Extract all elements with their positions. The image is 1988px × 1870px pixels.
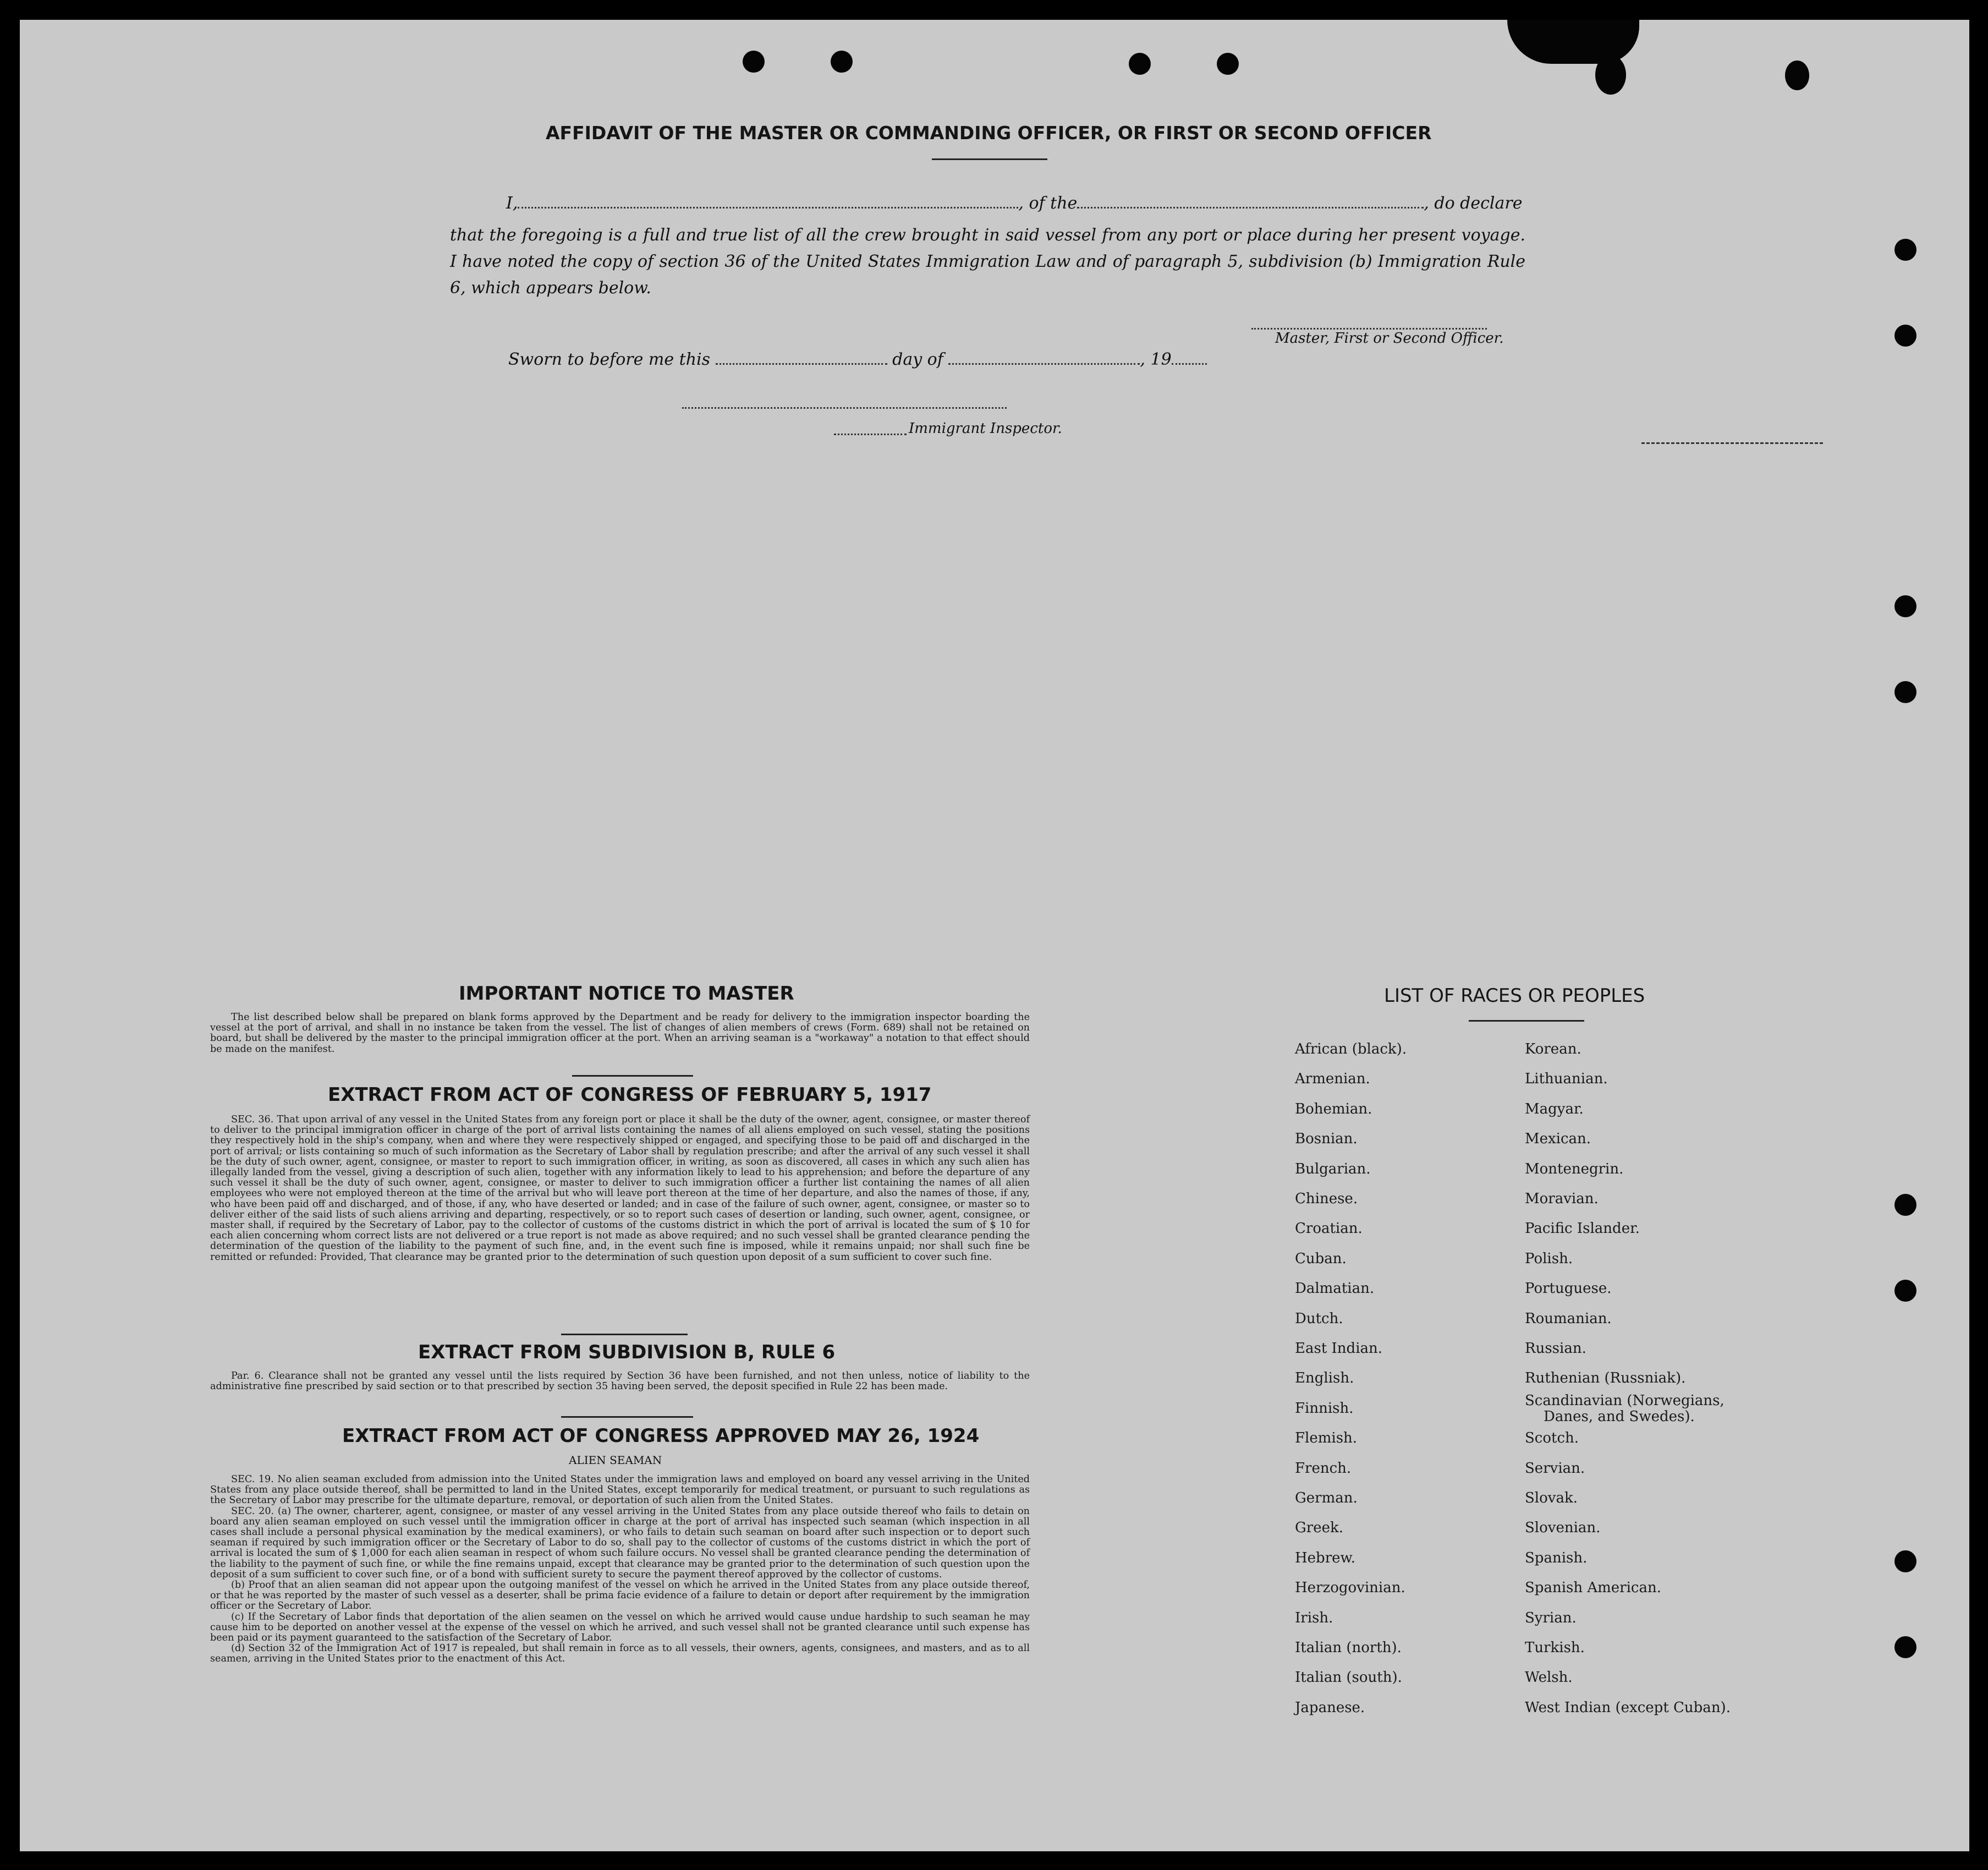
races-title: LIST OF RACES OR PEOPLES xyxy=(1384,985,1645,1007)
punch-hole xyxy=(1894,1280,1916,1302)
race-item: Finnish. xyxy=(1295,1400,1354,1417)
vessel-field[interactable] xyxy=(1077,195,1424,209)
inspector-signature-line[interactable] xyxy=(682,407,1007,409)
affidavit-declaration-line xyxy=(506,194,1523,213)
race-item: Italian (south). xyxy=(1295,1669,1402,1686)
punch-hole xyxy=(831,51,853,73)
day-of-label: day of xyxy=(892,350,943,369)
race-item: Croatian. xyxy=(1295,1220,1363,1237)
race-item: Spanish American. xyxy=(1525,1580,1662,1597)
race-item: Japanese. xyxy=(1295,1699,1365,1716)
dash-mark xyxy=(1641,442,1823,444)
race-item: Welsh. xyxy=(1525,1669,1573,1686)
race-item: Moravian. xyxy=(1525,1191,1599,1207)
punch-hole xyxy=(1894,239,1916,261)
race-item: East Indian. xyxy=(1295,1340,1383,1357)
sworn-month-field[interactable] xyxy=(948,351,1140,365)
inspector-dots xyxy=(834,434,907,435)
affidavit-body: that the foregoing is a full and true list of all the crew brought in said vessel from any port or place during her present voyage. I have noted the copy of section 36 of the United States Immigration Law and of paragraph 5, subdivision (b) Immigration Rule 6, which appears below. xyxy=(450,226,1525,298)
race-item: Danes, and Swedes). xyxy=(1544,1408,1695,1425)
race-item: Korean. xyxy=(1525,1041,1581,1057)
race-item: Cuban. xyxy=(1295,1250,1347,1267)
sworn-year-field[interactable] xyxy=(1172,351,1207,365)
punch-hole xyxy=(743,51,765,73)
race-item: Flemish. xyxy=(1295,1430,1358,1447)
race-item: African (black). xyxy=(1295,1041,1407,1057)
notice-rule xyxy=(572,1075,693,1077)
race-item: English. xyxy=(1295,1370,1354,1387)
race-item: Dalmatian. xyxy=(1295,1280,1375,1297)
extract-1924-title: EXTRACT FROM ACT OF CONGRESS APPROVED MAY 26, 1924 xyxy=(342,1425,980,1447)
race-item: Lithuanian. xyxy=(1525,1071,1608,1088)
race-item: Scandinavian (Norwegians, xyxy=(1525,1392,1725,1409)
sec36-paragraph: SEC. 36. That upon arrival of any vessel in the United States from any foreign port or place it shall be the duty of the owner, agent, consignee, or master thereof to deliver to the principal immigration officer in charge of the port of arrival lists containing the names of all aliens employed on such vessel, stating the positions they respectively hold in the ship's company, when and where they were respectively shipped or engaged, and specifying those to be paid off and discharged in the port of arrival; or lists containing so much of such information as the Secretary of Labor shall by regulation prescribe; and after the arrival of any such vessel it shall be the duty of such owner, agent, consignee, or master to report to such immigration officer, in writing, as soon as discovered, all cases in which any such alien has illegally landed from the vessel, giving a description of such alien, together with any information likely to lead to his apprehension; and before the departure of any such vessel it shall be the duty of such owner, agent, consignee, or master to deliver to such immigration officer a further list containing the names of all alien employees who were not employed thereon at the time of the arrival but who will leave port thereon at the time of her departure, and also the names of those, if any, who have been paid off and discharged, and of those, if any, who have deserted or landed; and in case of the failure of such owner, agent, consignee, or master so to deliver either of the said lists of such aliens arriving and departing, respectively, or so to report such cases of desertion or landing, such owner, agent, consignee, or master shall, if required by the Secretary of Labor, pay to the collector of customs of the customs district in which the port of arrival is located the sum of $ 10 for each alien concerning whom correct lists are not delivered or a true report is not made as above required; and no such vessel shall be granted clearance pending the determination of the question of the liability to the payment of such fine, and, in the event such fine is imposed, while it remains unpaid; nor shall such fine be remitted or refunded: Provided, That clearance may be granted prior to the determination of such question upon deposit of a sum sufficient to cover such fine. xyxy=(210,1114,1030,1263)
extract-1924-text xyxy=(210,1474,1030,1665)
sec20a-paragraph: SEC. 20. (a) The owner, charterer, agent, consignee, or master of any vessel arriving in the United States from any place outside thereof who fails to detain on board any alien seaman employed on such vessel until the immigration officer in charge at the port of arrival has inspected such seaman (which inspection in all cases shall include a personal physical examination by the medical examiners), or who fails to detain such seaman on board after such inspection or to deport such seaman if required by such immigration officer or the Secretary of Labor to do so, shall pay to the collector of customs of the customs district in which the port of arrival is located the sum of $ 1,000 for each alien seaman in respect of whom such failure occurs. No vessel shall be granted clearance pending the determination of the liability to the payment of such fine, or while the fine remains unpaid, except that clearance may be granted prior to the determination of such question upon the deposit of a sum sufficient to cover such fine, or of a bond with sufficient surety to secure the payment thereof approved by the collector of customs. xyxy=(210,1505,1030,1580)
declare-label: , do declare xyxy=(1424,194,1523,213)
par6-paragraph: Par. 6. Clearance shall not be granted any vessel until the lists required by Section 36 have been furnished, and not then unless, notice of liability to the administrative fine prescribed by said section or to that prescribed by section 35 having been served, the deposit specified in Rule 22 has been made. xyxy=(210,1370,1030,1392)
race-item: German. xyxy=(1295,1490,1358,1506)
affidavit-title: AFFIDAVIT OF THE MASTER OR COMMANDING OFFICER, OR FIRST OR SECOND OFFICER xyxy=(546,122,1432,144)
race-item: Bohemian. xyxy=(1295,1100,1372,1117)
signature-line[interactable] xyxy=(1251,328,1487,330)
races-rule xyxy=(1469,1020,1584,1022)
punch-hole xyxy=(1217,53,1239,75)
race-item: Russian. xyxy=(1525,1340,1586,1357)
race-item: Irish. xyxy=(1295,1609,1333,1626)
race-item: Greek. xyxy=(1295,1520,1343,1537)
race-item: Bosnian. xyxy=(1295,1131,1358,1148)
race-item: Slovak. xyxy=(1525,1490,1578,1506)
name-field[interactable] xyxy=(518,195,1018,209)
sec19-paragraph: SEC. 19. No alien seaman excluded from admission into the United States under the immigration laws and employed on board any vessel arriving in the United States from any place outside thereof, shall be permitted to land in the United States, except temporarily for medical treatment, or pursuant to such regulations as the Secretary of Labor may prescribe for the ultimate departure, removal, or deportation of such alien from the United States. xyxy=(210,1474,1030,1506)
extract-rule6-title: EXTRACT FROM SUBDIVISION B, RULE 6 xyxy=(418,1341,836,1363)
punch-hole xyxy=(1129,53,1151,75)
sworn-prefix: Sworn to before me this xyxy=(508,350,711,369)
sworn-date-field[interactable] xyxy=(716,351,887,365)
race-item: Bulgarian. xyxy=(1295,1160,1371,1177)
inspector-label: Immigrant Inspector. xyxy=(909,420,1062,437)
race-item: Dutch. xyxy=(1295,1310,1343,1327)
rule6-bottom-rule xyxy=(561,1416,693,1418)
year-label: , 19 xyxy=(1140,350,1172,369)
sec20d-paragraph: (d) Section 32 of the Immigration Act of 1917 is repealed, but shall remain in force as to all vessels, their owners, agents, consignees, and masters, and as to all seamen, arriving in the United States prior to the enactment of this Act. xyxy=(210,1643,1030,1665)
extract-1917-title: EXTRACT FROM ACT OF CONGRESS OF FEBRUARY 5, 1917 xyxy=(328,1084,932,1106)
race-item: Italian (north). xyxy=(1295,1639,1402,1656)
race-item: Slovenian. xyxy=(1525,1520,1601,1537)
race-item: Armenian. xyxy=(1295,1071,1370,1088)
punch-hole xyxy=(1894,325,1916,347)
punch-hole xyxy=(1894,595,1916,617)
notice-text xyxy=(210,1012,1030,1055)
notice-paragraph: The list described below shall be prepared on blank forms approved by the Department and be ready for delivery to the immigration inspector boarding the vessel at the port of arrival, and shall in no instance be taken from the vessel. The list of changes of alien members of crews (Form. 689) shall not be retained on board, but shall be delivered by the master to the principal immigration officer at the port. When an arriving seaman is a "workaway" a notation to that effect should be made on the manifest. xyxy=(210,1012,1030,1055)
punch-hole xyxy=(1894,1194,1916,1216)
race-item: Mexican. xyxy=(1525,1131,1591,1148)
punch-hole xyxy=(1894,1636,1916,1658)
title-rule xyxy=(932,158,1047,160)
alien-seaman-subtitle: ALIEN SEAMAN xyxy=(569,1454,662,1467)
sec20c-paragraph: (c) If the Secretary of Labor finds that deportation of the alien seamen on the vessel on which he arrived would cause undue hardship to such seaman he may cause him to be deported on another vessel at the expense of the vessel on which he arrived, and such vessel shall not be granted clearance until such expense has been paid or its payment guaranteed to the satisfaction of the Secretary of Labor. xyxy=(210,1611,1030,1644)
race-item: Syrian. xyxy=(1525,1609,1577,1626)
race-item: Magyar. xyxy=(1525,1100,1584,1117)
race-item: Roumanian. xyxy=(1525,1310,1612,1327)
sworn-line xyxy=(508,350,1207,369)
notice-title: IMPORTANT NOTICE TO MASTER xyxy=(459,983,794,1005)
race-item: Portuguese. xyxy=(1525,1280,1612,1297)
race-item: Spanish. xyxy=(1525,1549,1588,1566)
race-item: Pacific Islander. xyxy=(1525,1220,1640,1237)
i-label: I, xyxy=(506,194,518,213)
race-item: Turkish. xyxy=(1525,1639,1585,1656)
punch-hole xyxy=(1894,681,1916,703)
race-item: Ruthenian (Russniak). xyxy=(1525,1370,1686,1387)
race-item: Hebrew. xyxy=(1295,1549,1355,1566)
signature-label: Master, First or Second Officer. xyxy=(1275,330,1504,347)
race-item: Polish. xyxy=(1525,1250,1573,1267)
race-item: Chinese. xyxy=(1295,1191,1358,1207)
race-item: Herzogovinian. xyxy=(1295,1580,1405,1597)
race-item: Montenegrin. xyxy=(1525,1160,1624,1177)
extract-rule6-text xyxy=(210,1371,1030,1392)
race-item: French. xyxy=(1295,1460,1352,1477)
ink-stain-drip xyxy=(1595,55,1626,95)
race-item: West Indian (except Cuban). xyxy=(1525,1699,1731,1716)
ink-stain-spot xyxy=(1785,61,1809,90)
of-the-label: , of the xyxy=(1018,194,1078,213)
extract-1917-text xyxy=(210,1115,1030,1263)
race-item: Servian. xyxy=(1525,1460,1585,1477)
rule6-top-rule xyxy=(561,1334,688,1335)
race-item: Scotch. xyxy=(1525,1430,1579,1447)
punch-hole xyxy=(1894,1550,1916,1572)
sec20b-paragraph: (b) Proof that an alien seaman did not appear upon the outgoing manifest of the vessel on which he arrived in the United States from any place outside thereof, or that he was reported by the master of such vessel as a deserter, shall be prima facie evidence of a failure to detain or deport after requirement by the immigration officer or the Secretary of Labor. xyxy=(210,1580,1030,1612)
